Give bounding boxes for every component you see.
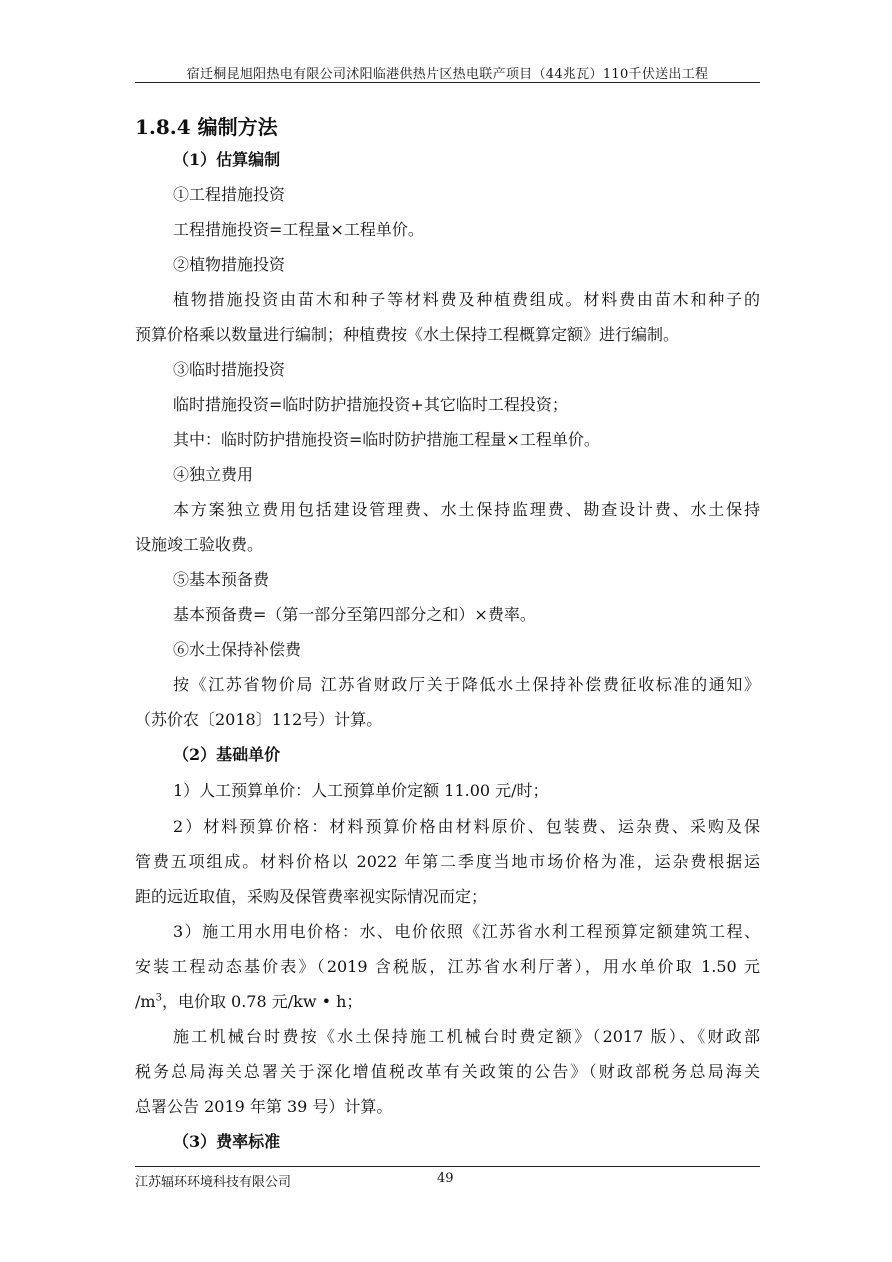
subsection-heading-estimate: （1）估算编制 [173, 150, 281, 169]
page-number: 49 [437, 1171, 454, 1186]
paragraph-line: 临时措施投资=临时防护措施投资+其它临时工程投资； [173, 395, 568, 414]
item-engineering-measures: ①工程措施投资 [173, 185, 286, 204]
item-plant-measures: ②植物措施投资 [173, 255, 286, 274]
paragraph-line: 3）施工用水用电价格：水、电价依照《江苏省水利工程预算定额建筑工程、 [173, 922, 760, 941]
paragraph-line: 总署公告 2019 年第 39 号）计算。 [135, 1097, 393, 1116]
paragraph-line: 1）人工预算单价：人工预算单价定额 11.00 元/时； [173, 781, 549, 800]
paragraph-line: 税务总局海关总署关于深化增值税改革有关政策的公告》（财政部税务总局海关 [135, 1062, 760, 1081]
item-temporary-measures: ③临时措施投资 [173, 360, 286, 379]
paragraph-line [135, 991, 760, 1013]
paragraph-line: 设施竣工验收费。 [135, 535, 264, 554]
item-compensation-fee: ⑥水土保持补偿费 [173, 640, 302, 659]
subsection-heading-rate-standard: （3）费率标准 [173, 1132, 281, 1151]
paragraph-text: ，电价取 0.78 元/kw • h； [161, 992, 363, 1011]
paragraph-line: 按《江苏省物价局 江苏省财政厅关于降低水土保持补偿费征收标准的通知》 [173, 675, 760, 694]
paragraph-line: 距的远近取值，采购及保管费率视实际情况而定； [135, 887, 488, 906]
paragraph-line: 2）材料预算价格：材料预算价格由材料原价、包装费、运杂费、采购及保 [173, 817, 760, 836]
paragraph-line: 施工机械台时费按《水土保持施工机械台时费定额》（2017 版）、《财政部 [173, 1027, 760, 1046]
footer-divider [135, 1166, 760, 1167]
paragraph-line: 植物措施投资由苗木和种子等材料费及种植费组成。材料费由苗木和种子的 [173, 290, 760, 309]
paragraph-line: 预算价格乘以数量进行编制；种植费按《水土保持工程概算定额》进行编制。 [135, 325, 680, 344]
paragraph-line: （苏价农〔2018〕112号）计算。 [135, 710, 383, 729]
section-heading: 1.8.4 编制方法 [135, 115, 278, 139]
paragraph-line: 基本预备费=（第一部分至第四部分之和）×费率。 [173, 605, 536, 624]
page-header-title: 宿迁桐昆旭阳热电有限公司沭阳临港供热片区热电联产项目（44兆瓦）110千伏送出工程 [186, 67, 709, 82]
paragraph-line: 其中：临时防护措施投资=临时防护措施工程量×工程单价。 [173, 430, 600, 449]
paragraph-line: 管费五项组成。材料价格以 2022 年第二季度当地市场价格为准，运杂费根据运 [135, 852, 760, 871]
header-divider [135, 82, 760, 83]
paragraph-line: 本方案独立费用包括建设管理费、水土保持监理费、勘查设计费、水土保持 [173, 500, 760, 519]
unit-superscript: 3 [155, 992, 162, 1004]
paragraph-line: 安装工程动态基价表》（2019 含税版，江苏省水利厅著），用水单价取 1.50 元 [135, 957, 760, 976]
paragraph-line: 工程措施投资=工程量×工程单价。 [173, 220, 424, 239]
subsection-heading-unit-price: （2）基础单价 [173, 745, 281, 764]
item-independent-costs: ④独立费用 [173, 465, 254, 484]
unit-text: /m [135, 992, 156, 1011]
item-basic-reserve: ⑤基本预备费 [173, 570, 270, 589]
footer-company: 江苏辐环环境科技有限公司 [135, 1175, 292, 1190]
